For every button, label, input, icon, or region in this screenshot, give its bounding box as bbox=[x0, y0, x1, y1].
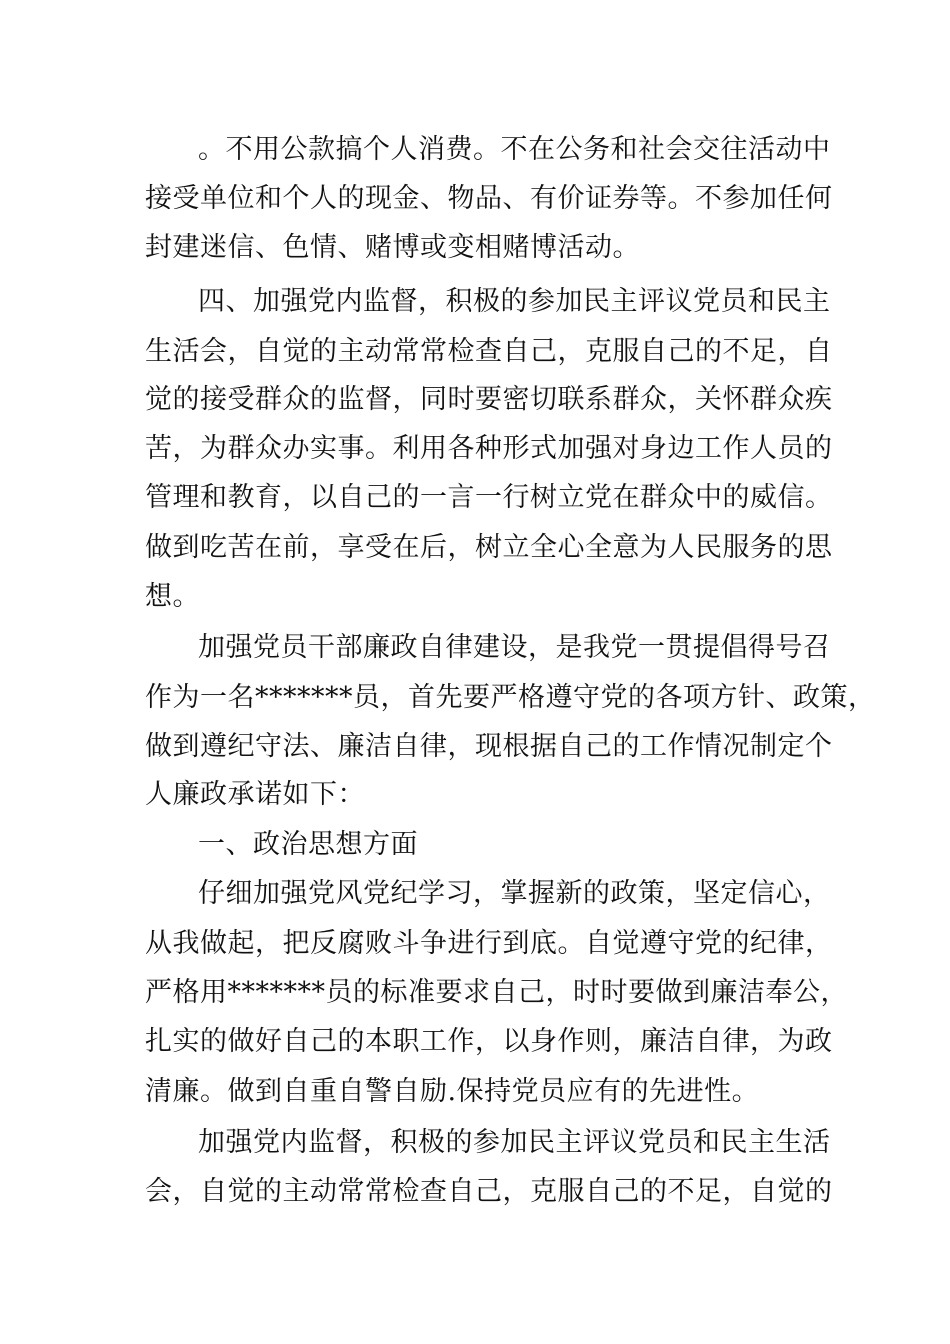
text-line: 仔细加强党风党纪学习，掌握新的政策，坚定信心， bbox=[198, 878, 831, 909]
text-line: 会，自觉的主动常常检查自己，克服自己的不足，自觉的 bbox=[145, 1176, 833, 1207]
text-line: 生活会，自觉的主动常常检查自己，克服自己的不足，自 bbox=[145, 336, 833, 367]
text-line: 清廉。做到自重自警自励.保持党员应有的先进性。 bbox=[145, 1076, 760, 1107]
text-line: 扎实的做好自己的本职工作，以身作则，廉洁自律，为政 bbox=[145, 1026, 833, 1057]
text-line: 。不用公款搞个人消费。不在公务和社会交往活动中 bbox=[198, 134, 831, 165]
text-line: 严格用*******员的标准要求自己，时时要做到廉洁奉公， bbox=[145, 977, 848, 1008]
text-line: 作为一名*******员，首先要严格遵守党的各项方针、政策， bbox=[145, 682, 876, 713]
text-line: 从我做起，把反腐败斗争进行到底。自觉遵守党的纪律， bbox=[145, 928, 833, 959]
text-line: 加强党内监督，积极的参加民主评议党员和民主生活 bbox=[198, 1127, 831, 1158]
text-line: 苦，为群众办实事。利用各种形式加强对身边工作人员的 bbox=[145, 433, 833, 464]
text-line: 加强党员干部廉政自律建设，是我党一贯提倡得号召 bbox=[198, 632, 831, 663]
text-line: 想。 bbox=[145, 581, 200, 612]
text-line: 接受单位和个人的现金、物品、有价证券等。不参加任何 bbox=[145, 183, 833, 214]
text-line: 做到遵纪守法、廉洁自律，现根据自己的工作情况制定个 bbox=[145, 731, 833, 762]
text-line: 管理和教育，以自己的一言一行树立党在群众中的威信。 bbox=[145, 482, 833, 513]
text-line: 觉的接受群众的监督，同时要密切联系群众，关怀群众疾 bbox=[145, 384, 833, 415]
section-heading: 一、政治思想方面 bbox=[198, 829, 418, 860]
text-line: 封建迷信、色情、赌博或变相赌博活动。 bbox=[145, 232, 640, 263]
text-line: 做到吃苦在前，享受在后，树立全心全意为人民服务的思 bbox=[145, 532, 833, 563]
text-line: 四、加强党内监督，积极的参加民主评议党员和民主 bbox=[198, 286, 831, 317]
text-line: 人廉政承诺如下： bbox=[145, 779, 365, 810]
